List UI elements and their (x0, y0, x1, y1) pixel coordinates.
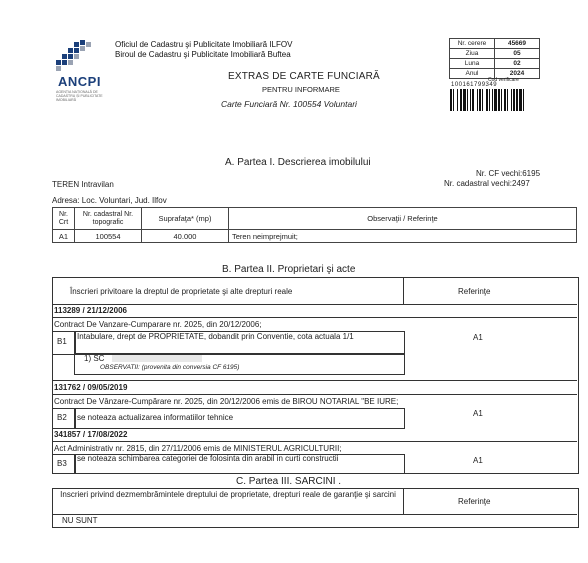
info-value: 45669 (495, 39, 540, 49)
barcode (449, 89, 575, 111)
office-line-1: Oficiul de Cadastru şi Publicitate Imobiliară ILFOV (115, 40, 293, 49)
divider (403, 488, 404, 514)
entry-text: se noteaza actualizarea informatiilor tehnice (77, 413, 234, 422)
col-suprafata: Suprafaţa* (mp) (142, 208, 229, 230)
request-info-row (450, 39, 540, 49)
cell-suprafata: 40.000 (142, 230, 229, 243)
request-info-row (450, 49, 540, 59)
agency-logo-text: ANCPI (58, 74, 101, 89)
info-value: 05 (495, 49, 540, 59)
divider (52, 380, 577, 381)
entry-observation: OBSERVATII: (provenita din conversia CF 6195) (100, 364, 240, 371)
cf-old: Nr. CF vechi:6195 (476, 169, 541, 178)
cell-cadastral: 100554 (75, 230, 142, 243)
info-label: Ziua (450, 49, 495, 59)
entry-code: B1 (57, 337, 67, 346)
entry-ref: A1 (473, 456, 483, 465)
entry-act: Act Administrativ nr. 2815, din 27/11/2006 emis de MINISTERUL AGRICULTURII; (54, 444, 342, 453)
part3-col-main: Inscrieri privind dezmembrămintele dreptului de proprietate, drepturi reale de garanţie şi sarcini (60, 490, 396, 499)
col-nr-crt: Nr. Crt (53, 208, 75, 230)
property-address: Adresa: Loc. Voluntari, Jud. Ilfov (52, 196, 167, 205)
entry-id: 131762 / 09/05/2019 (54, 383, 128, 392)
request-info-table (449, 38, 540, 79)
agency-logo-subtext: AGENȚIA NAȚIONALĂ DE CADASTRU ȘI PUBLICITATE IMOBILIARĂ (56, 90, 103, 102)
entry-ref: A1 (473, 409, 483, 418)
info-value: 2024 (495, 69, 540, 79)
verify-label: Cod verificare (488, 77, 519, 83)
request-info-row (450, 59, 540, 69)
office-line-2: Biroul de Cadastru şi Publicitate Imobiliară Buftea (115, 50, 291, 59)
entry-act: Contract De Vanzare-Cumparare nr. 2025, din 20/12/2006; (54, 320, 262, 329)
part3-value: NU SUNT (62, 516, 98, 525)
entry-text: se noteaza schimbarea categoriei de folosinta din arabil in curti constructii (77, 454, 339, 463)
entry-id: 113289 / 21/12/2006 (54, 306, 127, 315)
info-value: 02 (495, 59, 540, 69)
document-subtitle: PENTRU INFORMARE (262, 85, 340, 94)
part2-col-ref: Referinţe (458, 287, 491, 296)
divider (403, 277, 404, 304)
divider (52, 514, 577, 515)
property-type: TEREN Intravilan (52, 180, 114, 189)
info-label: Nr. cerere (450, 39, 495, 49)
part3-col-ref: Referinţe (458, 497, 491, 506)
cell-observatii: Teren neimprejmuit; (229, 230, 577, 243)
owner-name: 1) SC (84, 354, 105, 363)
table-row (53, 230, 577, 243)
part2-heading: B. Partea II. Proprietari şi acte (222, 264, 356, 275)
col-observatii: Observaţii / Referinţe (229, 208, 577, 230)
info-label: Anul (450, 69, 495, 79)
divider (52, 317, 577, 318)
part1-heading: A. Partea I. Descrierea imobilului (225, 157, 371, 168)
divider (52, 394, 577, 395)
cadastral-old: Nr. cadastral vechi:2497 (444, 179, 530, 188)
office-lines (115, 40, 292, 60)
table-header-row (53, 208, 577, 230)
redacted-owner (112, 355, 202, 362)
part3-heading: C. Partea III. SARCINI . (236, 476, 342, 487)
part2-col-main: Înscrieri privitoare la dreptul de proprietate şi alte drepturi reale (70, 287, 293, 296)
entry-act: Contract De Vânzare-Cumpărare nr. 2025, din 20/12/2006 emis de BIROU NOTARIAL "BE IURE; (54, 397, 399, 406)
entry-id: 341857 / 17/08/2022 (54, 430, 128, 439)
carte-funciara-number: Carte Funciară Nr. 100554 Voluntari (221, 99, 357, 109)
entry-code: B3 (57, 459, 67, 468)
document-title: EXTRAS DE CARTE FUNCIARĂ (228, 71, 380, 82)
col-cadastral: Nr. cadastral Nr. topografic (75, 208, 142, 230)
entry-text: Intabulare, drept de PROPRIETATE, dobandit prin Conventie, cota actuala 1/1 (77, 332, 354, 341)
entry-code: B2 (57, 413, 67, 422)
verify-code: 100161799349 (451, 82, 498, 88)
entry-ref: A1 (473, 333, 483, 342)
part1-table (52, 207, 577, 243)
info-label: Luna (450, 59, 495, 69)
divider (52, 441, 577, 442)
cell-crt: A1 (53, 230, 75, 243)
